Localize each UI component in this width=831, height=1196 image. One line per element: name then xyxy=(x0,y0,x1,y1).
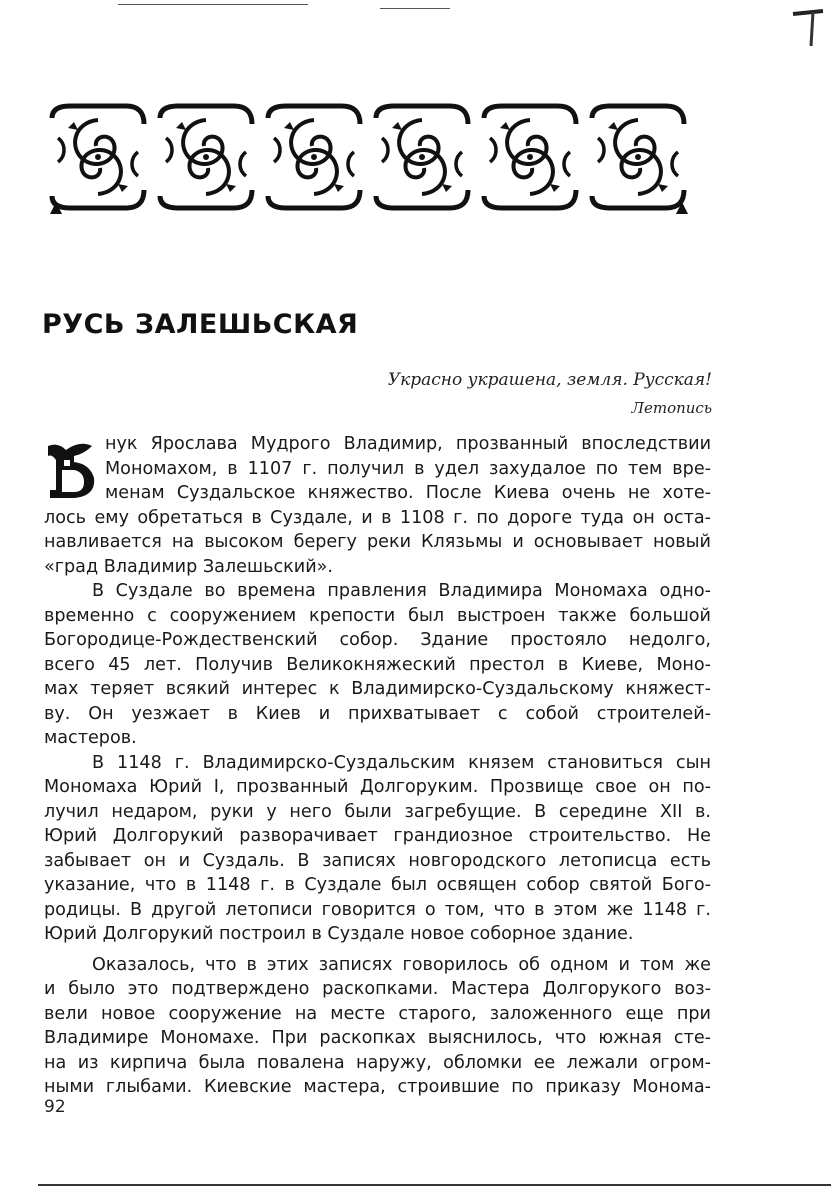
text-line: ву. Он уезжает в Киев и прихватывает с собой строителей- xyxy=(44,703,711,724)
epigraph-source: Летопись xyxy=(631,399,712,417)
text-line: лучил недаром, руки у него были загребущие. В середине XII в. xyxy=(44,801,711,822)
text-line: мастеров. xyxy=(44,728,137,748)
bottom-edge-line xyxy=(38,1184,831,1186)
text-line: навливается на высоком берегу реки Клязьмы и основывает новый xyxy=(44,532,711,552)
text-line: В 1148 г. Владимирско-Суздальским князем становиться сын xyxy=(92,752,711,773)
ornamental-border-icon xyxy=(44,98,694,216)
chapter-title: РУСЬ ЗАЛЕШЬСКАЯ xyxy=(42,309,359,340)
text-line: Богородице-Рождественский собор. Здание простояло недолго, xyxy=(44,630,711,650)
text-line: родицы. В другой летописи говорится о том, что в этом же 1148 г. xyxy=(44,899,711,920)
text-line: Мономаха Юрий I, прозванный Долгоруким. Прозвище свое он по- xyxy=(44,777,711,797)
text-line: на из кирпича была повалена наружу, обломки ее лежали огром- xyxy=(44,1052,711,1073)
text-line: Владимире Мономахе. При раскопках выяснилось, что южная сте- xyxy=(44,1028,711,1048)
text-line: забывает он и Суздаль. В записях новгородского летописца есть xyxy=(44,850,711,871)
text-line: Оказалось, что в этих записях говорилось об одном и том же xyxy=(92,954,711,975)
epigraph-quote: Украсно украшена, земля. Русская! xyxy=(387,370,712,390)
text-line: нук Ярослава Мудрого Владимир, прозванный впоследствии xyxy=(105,434,711,454)
text-line: мах теряет всякий интерес к Владимирско-Суздальскому княжест- xyxy=(44,679,711,699)
corner-mark-icon xyxy=(791,8,825,48)
top-edge-line-2 xyxy=(380,8,450,9)
epigraph xyxy=(388,366,712,422)
text-line: ными глыбами. Киевские мастера, строившие по приказу Монома- xyxy=(44,1077,711,1097)
text-line: временно с сооружением крепости был выстроен также большой xyxy=(44,605,711,626)
text-line: лось ему обретаться в Суздале, и в 1108 г. по дороге туда он оста- xyxy=(44,507,711,528)
text-line: «град Владимир Залешьский». xyxy=(44,556,333,577)
text-line: и было это подтверждено раскопками. Мастера Долгорукого воз- xyxy=(44,979,711,999)
text-line: всего 45 лет. Получив Великокняжеский престол в Киеве, Моно- xyxy=(44,654,711,675)
text-line: менам Суздальское княжество. После Киева очень не хоте- xyxy=(105,483,711,503)
text-line: указание, что в 1148 г. в Суздале был освящен собор святой Бого- xyxy=(44,875,711,895)
text-line: Мономахом, в 1107 г. получил в удел захудалое по тем вре- xyxy=(105,458,711,479)
text-line: Юрий Долгорукий построил в Суздале новое соборное здание. xyxy=(44,924,634,944)
body-text xyxy=(44,432,711,1100)
text-line: В Суздале во времена правления Владимира Мономаха одно- xyxy=(92,581,711,601)
page-number: 92 xyxy=(44,1097,66,1117)
text-line: Юрий Долгорукий разворачивает грандиозное строительство. Не xyxy=(44,826,711,846)
text-line: вели новое сооружение на месте старого, заложенного еще при xyxy=(44,1003,711,1024)
top-edge-line xyxy=(118,4,308,5)
